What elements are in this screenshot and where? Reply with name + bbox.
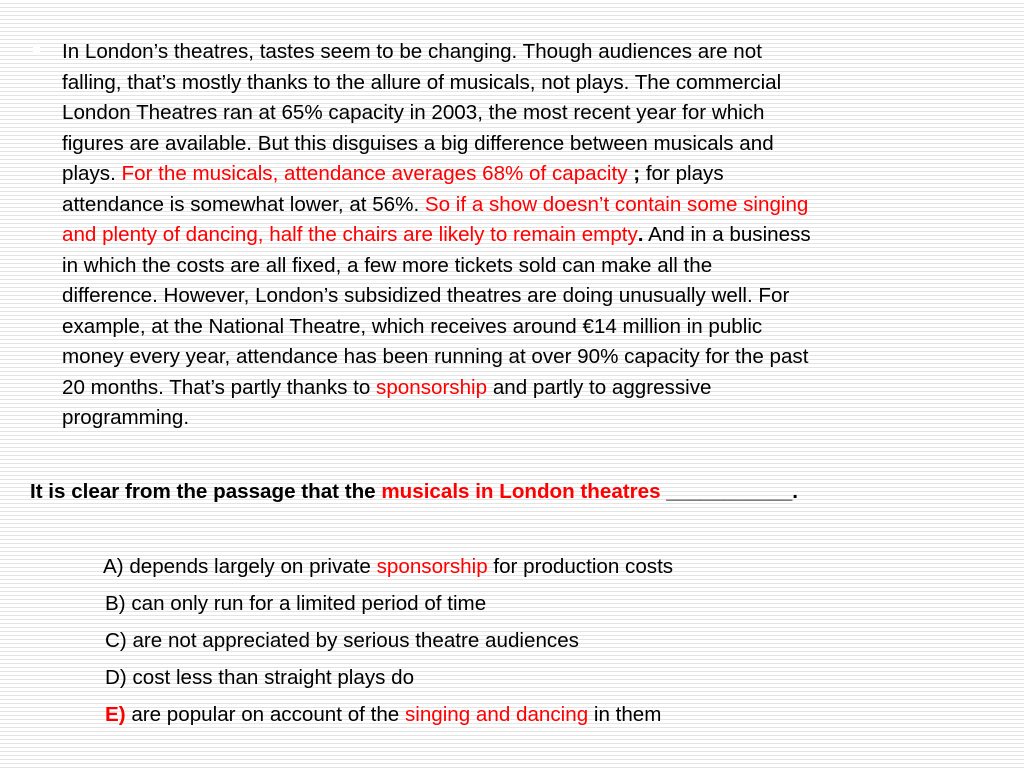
question-blank: ___________.	[660, 480, 798, 503]
passage-line: falling, that’s mostly thanks to the allure of musicals, not plays. The commercial	[62, 70, 782, 94]
passage-line: money every year, attendance has been running at over 90% capacity for the past	[62, 345, 809, 368]
option-highlight: singing and dancing	[404, 703, 589, 726]
passage-highlight: So if a show doesn’t contain some singing	[424, 192, 809, 216]
passage-text: and partly to aggressive	[487, 375, 712, 399]
option-letter: E)	[105, 703, 126, 726]
passage-line: difference. However, London’s subsidized theatres are doing unusually well. For	[62, 284, 790, 307]
option-e[interactable]	[105, 703, 661, 727]
option-text: for production costs	[487, 555, 674, 578]
option-a[interactable]	[103, 555, 673, 579]
passage-text: attendance is somewhat lower, at 56%.	[62, 192, 425, 216]
option-c[interactable]	[105, 629, 579, 653]
option-text: in them	[588, 703, 662, 726]
passage-highlight: sponsorship	[376, 375, 488, 399]
reading-passage	[62, 37, 997, 434]
passage-text: ;	[627, 162, 646, 185]
passage-highlight: and plenty of dancing, half the chairs are likely to remain empty	[62, 223, 638, 246]
passage-text: for plays	[645, 162, 724, 185]
question-highlight: musicals in London theatres	[381, 480, 661, 503]
passage-text: plays.	[62, 162, 122, 185]
option-text: B) can only run for a limited period of time	[105, 592, 487, 615]
passage-text: 20 months. That’s partly thanks to	[62, 375, 377, 399]
question-text: It is clear from the passage that the	[30, 480, 382, 503]
passage-line: example, at the National Theatre, which receives around €14 million in public	[62, 314, 763, 338]
passage-line	[62, 220, 997, 251]
bullet-marker	[33, 46, 40, 53]
option-text: are popular on account of the	[125, 703, 405, 726]
passage-line: figures are available. But this disguises a big difference between musicals and	[62, 131, 774, 155]
passage-line: In London’s theatres, tastes seem to be changing. Though audiences are not	[62, 40, 762, 63]
option-d[interactable]	[105, 666, 414, 690]
passage-text: And in a business	[643, 223, 811, 246]
passage-line	[62, 159, 997, 190]
passage-line: in which the costs are all fixed, a few more tickets sold can make all the	[62, 253, 713, 277]
option-text: D) cost less than straight plays do	[105, 666, 415, 689]
question-stem	[30, 480, 1000, 504]
option-b[interactable]	[105, 592, 486, 616]
passage-highlight: For the musicals, attendance averages 68% of capacity	[121, 162, 628, 185]
option-text: A) depends largely on private	[103, 555, 377, 578]
passage-line	[62, 190, 997, 221]
passage-line: programming.	[62, 406, 190, 429]
passage-line: London Theatres ran at 65% capacity in 2003, the most recent year for which	[62, 101, 765, 124]
option-highlight: sponsorship	[376, 555, 488, 578]
passage-line	[62, 373, 997, 404]
option-text: C) are not appreciated by serious theatre audiences	[105, 629, 579, 652]
passage-text: .	[637, 223, 644, 246]
